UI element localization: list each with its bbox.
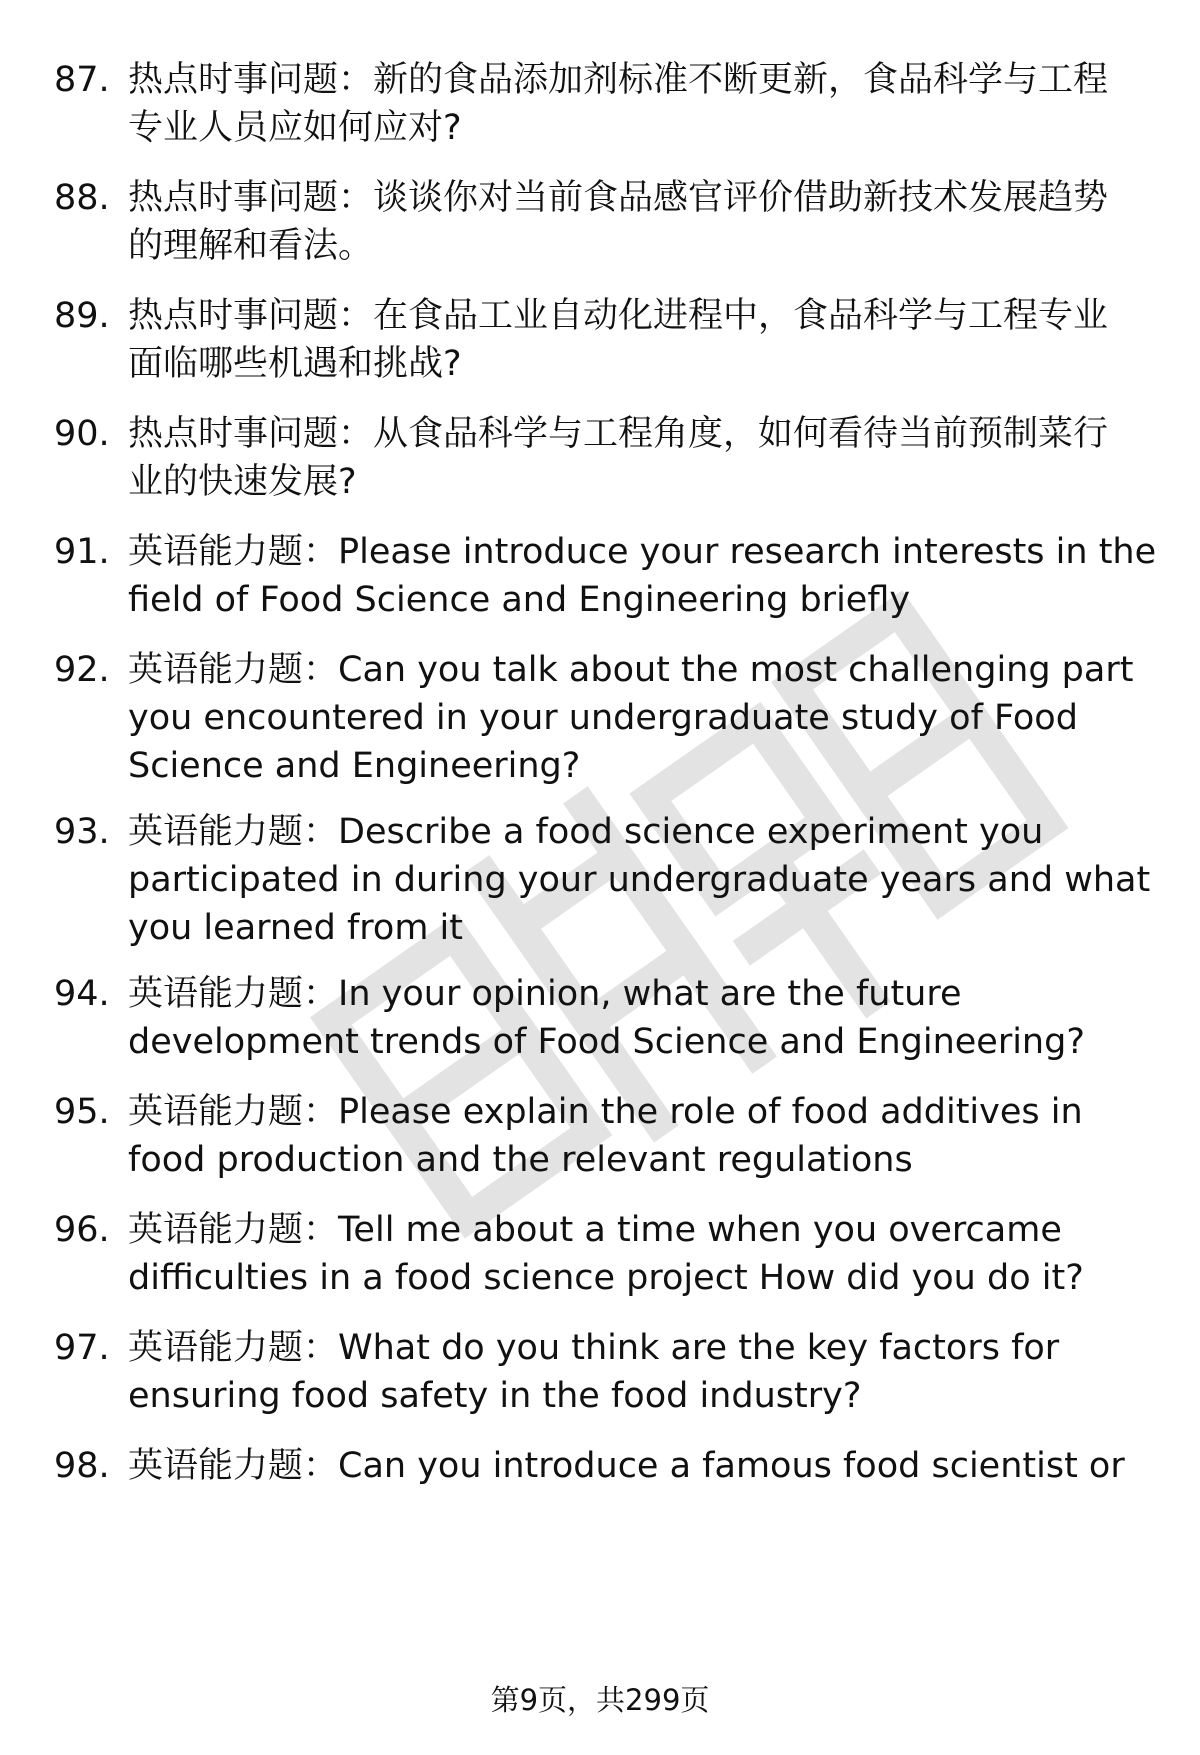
question-text: 英语能力题：What do you think are the key factors for ensuring food safety in the food industry?: [128, 1328, 1060, 1416]
question-number: 89.: [54, 296, 110, 336]
question-text: 英语能力题：Please introduce your research interests in the field of Food Science and Engineering briefly: [128, 532, 1157, 620]
question-text: 英语能力题：In your opinion, what are the future development trends of Food Science and Engineering?: [128, 974, 1085, 1062]
question-text: 热点时事问题：从食品科学与工程角度，如何看待当前预制菜行 业的快速发展?: [128, 414, 1109, 502]
question-text: 热点时事问题：在食品工业自动化进程中，食品科学与工程专业 面临哪些机遇和挑战?: [128, 296, 1109, 384]
question-text: 英语能力题：Please explain the role of food additives in food production and the relevant regulations: [128, 1092, 1083, 1180]
page-footer: 第9页，共299页: [490, 1683, 710, 1717]
question-number: 88.: [54, 178, 110, 218]
question-number: 98.: [54, 1446, 110, 1486]
question-number: 95.: [54, 1092, 110, 1132]
question-number: 90.: [54, 414, 110, 454]
question-number: 87.: [54, 60, 110, 100]
question-number: 92.: [54, 650, 110, 690]
question-text: 热点时事问题：谈谈你对当前食品感官评价借助新技术发展趋势 的理解和看法。: [128, 178, 1109, 266]
question-number: 94.: [54, 974, 110, 1014]
question-text: 英语能力题：Can you introduce a famous food scientist or: [128, 1446, 1125, 1486]
question-text: 英语能力题：Can you talk about the most challenging part you encountered in your undergraduate study of Food Science and Engineering?: [128, 650, 1134, 786]
question-number: 93.: [54, 812, 110, 852]
question-number: 96.: [54, 1210, 110, 1250]
question-text: 英语能力题：Describe a food science experiment you participated in during your undergraduate years and what you learned from it: [128, 812, 1151, 948]
question-text: 英语能力题：Tell me about a time when you overcame difficulties in a food science project How did you do it?: [128, 1210, 1084, 1298]
question-text: 热点时事问题：新的食品添加剂标准不断更新，食品科学与工程 专业人员应如何应对?: [128, 60, 1109, 148]
question-number: 97.: [54, 1328, 110, 1368]
question-number: 91.: [54, 532, 110, 572]
